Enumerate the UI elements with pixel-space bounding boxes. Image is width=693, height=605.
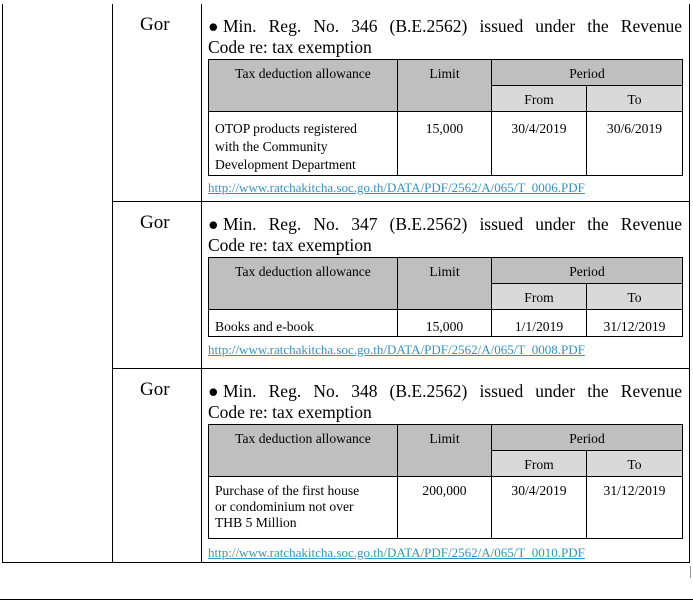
- header-period: Period: [492, 258, 683, 284]
- column-divider-2: [201, 4, 202, 563]
- category-code: Gor: [140, 212, 170, 233]
- bullet-icon: ●: [208, 381, 219, 401]
- header-allowance: Tax deduction allowance: [209, 60, 398, 112]
- outer-right-border: [689, 4, 690, 563]
- heading-line-2: Code re: tax exemption: [208, 235, 372, 255]
- from-date-cell: 30/4/2019: [492, 477, 587, 539]
- heading-line-2: Code re: tax exemption: [208, 37, 372, 57]
- gazette-link[interactable]: http://www.ratchakitcha.soc.go.th/DATA/PDF/2562/A/065/T_0008.PDF: [208, 342, 585, 357]
- category-code: Gor: [140, 14, 170, 35]
- category-code: Gor: [140, 379, 170, 400]
- header-limit: Limit: [398, 60, 492, 112]
- header-from: From: [492, 284, 587, 310]
- limit-cell: 200,000: [398, 477, 492, 539]
- header-from: From: [492, 86, 587, 112]
- to-date-cell: 31/12/2019: [587, 477, 683, 539]
- allowance-table: [208, 59, 683, 176]
- page-footer-rule: [0, 599, 693, 600]
- heading-line-2: Code re: tax exemption: [208, 402, 372, 422]
- row-divider-2: [112, 368, 690, 369]
- header-allowance: Tax deduction allowance: [209, 258, 398, 310]
- section-heading: ● Min. Reg. No. 347 (B.E.2562) issued under the Revenue Code re: tax exemption: [208, 214, 682, 255]
- section-heading: ● Min. Reg. No. 346 (B.E.2562) issued under the Revenue Code re: tax exemption: [208, 16, 682, 57]
- header-to: To: [587, 451, 683, 477]
- row-divider-1: [112, 201, 690, 202]
- from-date-cell: 30/4/2019: [492, 112, 587, 176]
- page-edge-mark: [690, 566, 691, 578]
- header-allowance: Tax deduction allowance: [209, 425, 398, 477]
- gazette-link[interactable]: http://www.ratchakitcha.soc.go.th/DATA/PDF/2562/A/065/T_0006.PDF: [208, 180, 585, 195]
- allowance-cell: Books and e-book: [209, 310, 398, 337]
- header-to: To: [587, 86, 683, 112]
- gazette-link[interactable]: http://www.ratchakitcha.soc.go.th/DATA/PDF/2562/A/065/T_0010.PDF: [208, 545, 585, 560]
- header-period: Period: [492, 425, 683, 451]
- header-limit: Limit: [398, 258, 492, 310]
- limit-cell: 15,000: [398, 310, 492, 337]
- header-period: Period: [492, 60, 683, 86]
- column-divider-1: [112, 4, 113, 563]
- bullet-icon: ●: [208, 16, 219, 36]
- allowance-cell: Purchase of the first house or condominium not over THB 5 Million: [209, 477, 398, 539]
- bullet-icon: ●: [208, 214, 219, 234]
- header-to: To: [587, 284, 683, 310]
- allowance-table: [208, 424, 683, 539]
- header-limit: Limit: [398, 425, 492, 477]
- outer-left-border: [2, 4, 3, 563]
- section-heading: ● Min. Reg. No. 348 (B.E.2562) issued under the Revenue Code re: tax exemption: [208, 381, 682, 422]
- header-from: From: [492, 451, 587, 477]
- allowance-cell: OTOP products registered with the Community Development Department: [209, 112, 398, 176]
- to-date-cell: 30/6/2019: [587, 112, 683, 176]
- from-date-cell: 1/1/2019: [492, 310, 587, 337]
- allowance-table: [208, 257, 683, 337]
- limit-cell: 15,000: [398, 112, 492, 176]
- to-date-cell: 31/12/2019: [587, 310, 683, 337]
- table-bottom-border: [2, 562, 690, 563]
